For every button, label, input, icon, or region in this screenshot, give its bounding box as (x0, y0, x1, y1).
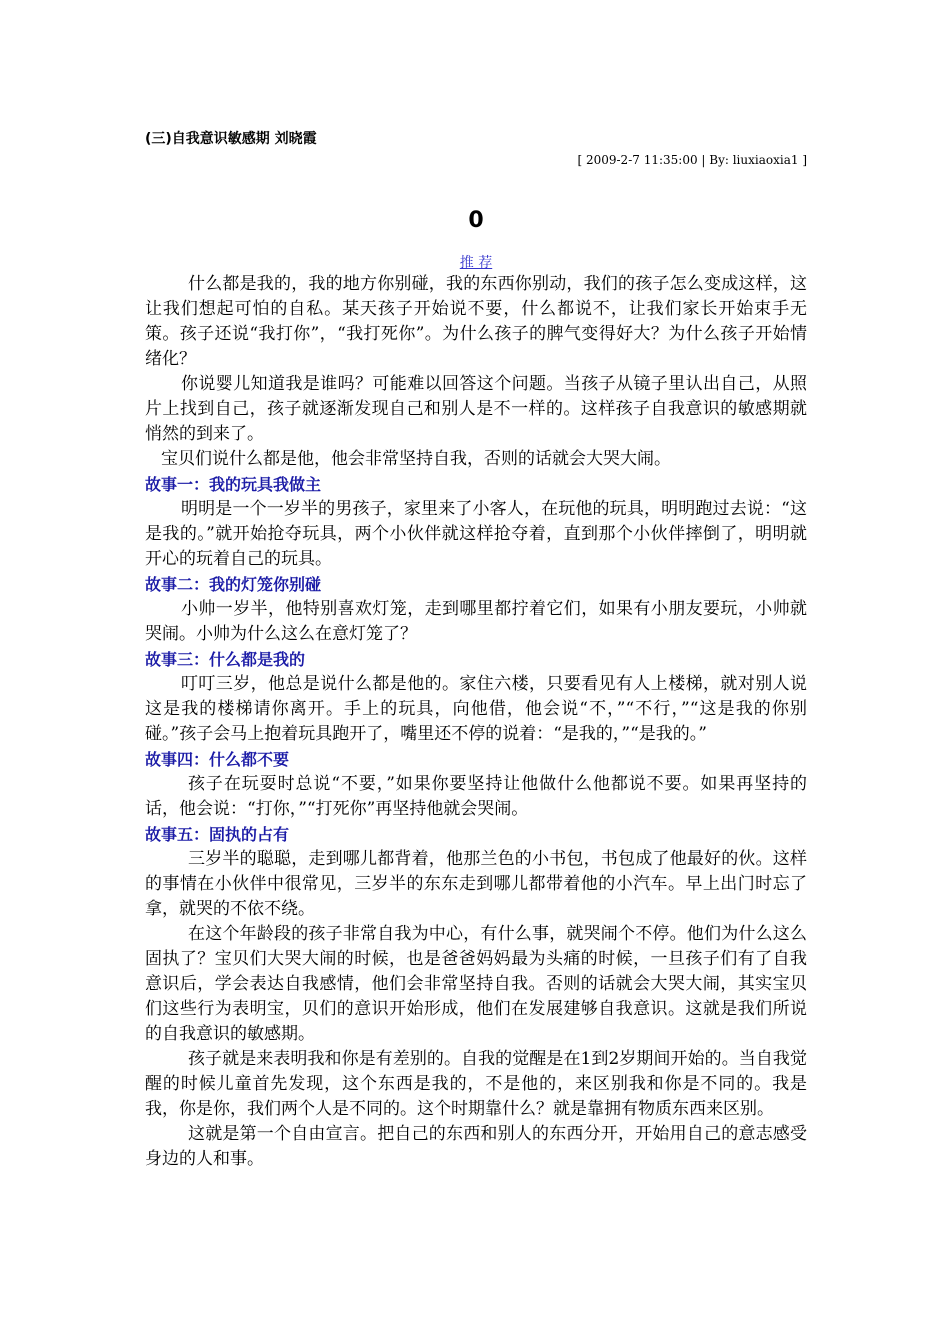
story-text-5: 三岁半的聪聪，走到哪儿都背着，他那兰色的小书包，书包成了他最好的伙。这样的事情在小伙伴中很常见，三岁半的东东走到哪儿都带着他的小汽车。早上出门时忘了拿，就哭的不依不绕。 (145, 849, 807, 919)
paragraph-awakening: 孩子就是来表明我和你是有差别的。自我的觉醒是在1到2岁期间开始的。当自我觉醒的时候儿童首先发现，这个东西是我的，不是他的，来区别我和你是不同的。我是我，你是你，我们两个人是不同的。这个时期靠什么？就是靠拥有物质东西来区别。 (145, 1049, 807, 1119)
story-heading-3: 故事三：什么都是我的 (145, 650, 306, 669)
story-text-3: 叮叮三岁，他总是说什么都是他的。家住六楼，只要看见有人上楼梯，就对别人说这是我的楼梯请你离开。手上的玩具，向他借，他会说“不，”“不行，”“这是我的你别碰。”孩子会马上抱着玩具跑开了，嘴里还不停的说着：“是我的，”“是我的。” (145, 674, 807, 744)
story-heading-5: 故事五：固执的占有 (145, 825, 290, 844)
story-text-4: 孩子在玩耍时总说“不要，”如果你要坚持让他做什么他都说不要。如果再坚持的话，他会说：“打你，”“打死你”再坚持他就会哭闹。 (145, 774, 807, 819)
story-heading-4: 故事四：什么都不要 (145, 750, 290, 769)
story-heading-1: 故事一：我的玩具我做主 (145, 475, 322, 494)
story-text-1: 明明是一个一岁半的男孩子，家里来了小客人，在玩他的玩具，明明跑过去说：“这是我的。”就开始抢夺玩具，两个小伙伴就这样抢夺着，直到那个小伙伴摔倒了，明明就开心的玩着自己的玩具。 (145, 499, 807, 569)
paragraph-intro: 什么都是我的，我的地方你别碰，我的东西你别动，我们的孩子怎么变成这样，这让我们想起可怕的自私。某天孩子开始说不要，什么都说不，让我们家长开始束手无策。孩子还说“我打你”，“我打死你”。为什么孩子的脾气变得好大？为什么孩子开始情绪化？ (145, 274, 807, 369)
article-title: (三)自我意识敏感期 刘晓霞 (145, 131, 317, 147)
recommend-link[interactable]: 推 荐 (459, 255, 493, 271)
recommend-count: 0 (468, 208, 484, 233)
article-body (145, 272, 807, 1172)
paragraph-self-recognition: 你说婴儿知道我是谁吗？可能难以回答这个问题。当孩子从镜子里认出自己，从照片上找到自己，孩子就逐渐发现自己和别人是不一样的。这样孩子自我意识的敏感期就悄然的到来了。 (145, 374, 807, 444)
post-meta: [ 2009-2-7 11:35:00 | By: liuxiaoxia1 ] (577, 153, 807, 167)
paragraph-age-stage: 在这个年龄段的孩子非常自我为中心，有什么事，就哭闹个不停。他们为什么这么固执了？宝贝们大哭大闹的时候，也是爸爸妈妈最为头痛的时候，一旦孩子们有了自我意识后，学会表达自我感情，他们会非常坚持自我。否则的话就会大哭大闹，其实宝贝们这些行为表明宝，贝们的意识开始形成，他们在发展建够自我意识。这就是我们所说的自我意识的敏感期。 (145, 924, 807, 1044)
story-heading-2: 故事二：我的灯笼你别碰 (145, 575, 322, 594)
paragraph-insist: 宝贝们说什么都是他，他会非常坚持自我，否则的话就会大哭大闹。 (161, 449, 671, 469)
story-text-2: 小帅一岁半，他特别喜欢灯笼，走到哪里都拧着它们，如果有小朋友要玩，小帅就哭闹。小帅为什么这么在意灯笼了？ (145, 599, 807, 644)
paragraph-freedom: 这就是第一个自由宣言。把自己的东西和别人的东西分开，开始用自己的意志感受身边的人和事。 (145, 1124, 807, 1169)
